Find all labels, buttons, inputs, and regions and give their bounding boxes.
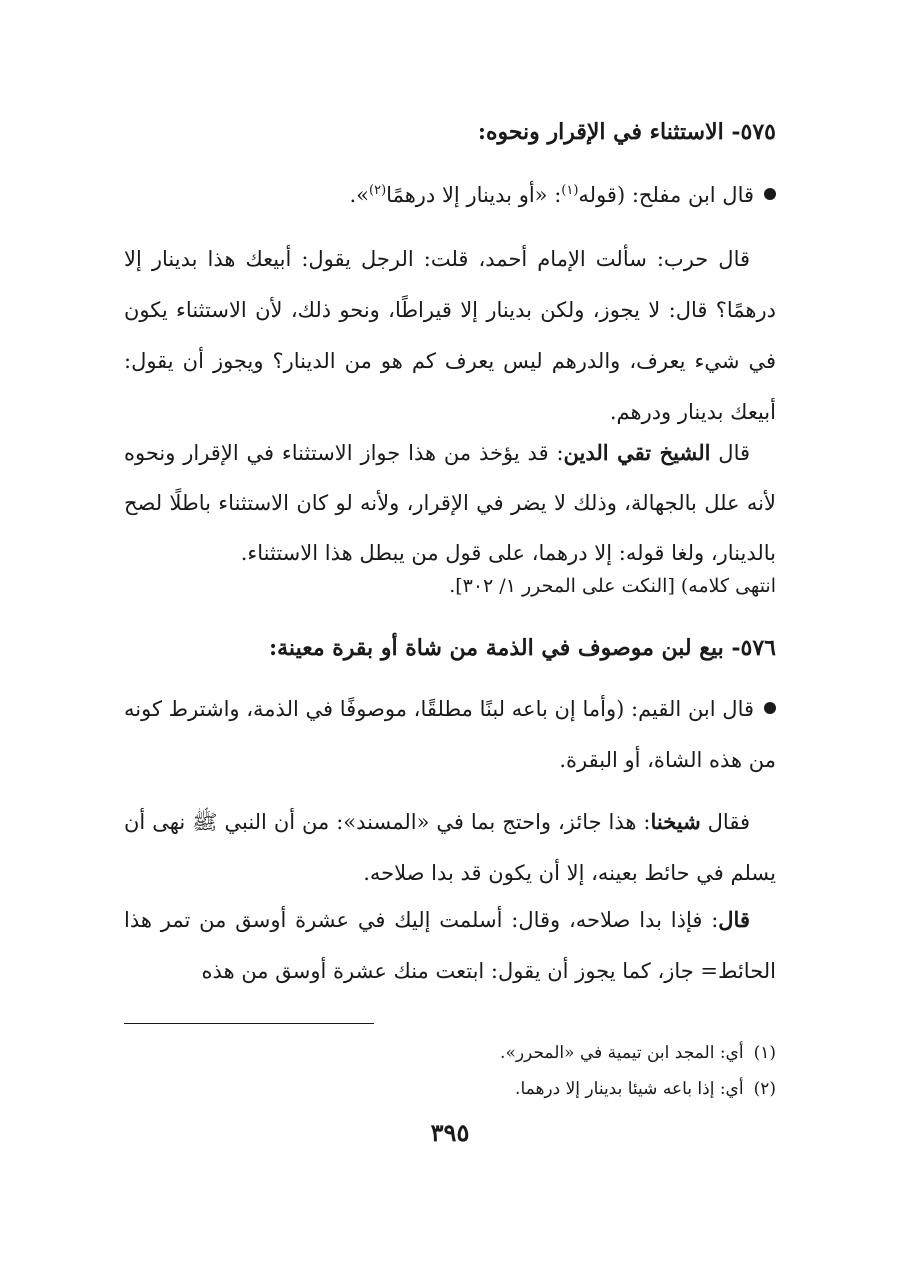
footnote-number: (٢) [753, 1079, 776, 1099]
p1-lead: فقال [700, 810, 750, 834]
bullet-icon [764, 702, 776, 714]
section-575-quote [124, 170, 776, 221]
p1-rest: : هذا جائز، واحتج بما في «المسند»: من أن النبي ﷺ نهى أن يسلم في حائط بعينه، إلا أن يكون قد بدا صلاحه. [124, 810, 776, 885]
page-number: ٣٩٥ [430, 1118, 470, 1147]
footnote-ref-1[interactable]: (١) [561, 183, 579, 198]
quote-text-mid: : «أو بدينار إلا درهمًا [386, 183, 562, 207]
section-575-source: انتهى كلامه) [النكت على المحرر ١/ ٣٠٢]. [449, 575, 776, 597]
section-576-paragraph-1 [124, 796, 776, 899]
footnote-ref-2[interactable]: (٢) [369, 183, 387, 198]
quote-text: قال ابن مفلح: (قوله [578, 183, 754, 207]
section-576-quote [124, 684, 776, 786]
footnote-number: (١) [753, 1043, 776, 1063]
section-575-heading: ٥٧٥- الاستثناء في الإقرار ونحوه: [477, 119, 776, 145]
p2-rest: : فإذا بدا صلاحه، وقال: أسلمت إليك في عشرة أوسق من تمر هذا الحائط= جاز، كما يجوز أن يقول: ابتعت منك عشرة أوسق من هذه [124, 908, 776, 983]
section-576-heading: ٥٧٦- بيع لبن موصوف في الذمة من شاة أو بقرة معينة: [269, 635, 776, 661]
footnote-1 [124, 1036, 776, 1070]
section-575-paragraph-1: قال حرب: سألت الإمام أحمد، قلت: الرجل يقول: أبيعك هذا بدينار إلا درهمًا؟ قال: لا يجوز، ولكن بدينار إلا قيراطًا، ونحو ذلك، لأن الاستثناء يكون في شيء يعرف، والدرهم ليس يعرف كم هو من الدينار؟ ويجوز أن يقول: أبيعك بدينار ودرهم. [124, 247, 776, 424]
footnote-divider [124, 1023, 374, 1024]
footnote-2 [124, 1072, 776, 1106]
p2-lead: قال [710, 441, 751, 465]
footnote-text: أي: إذا باعه شيئا بدينار إلا درهما. [515, 1079, 744, 1099]
p2-bold-name: الشيخ تقي الدين [563, 440, 711, 465]
p1-bold-name: شيخنا [650, 809, 701, 834]
p2-rest: : قد يؤخذ من هذا جواز الاستثناء في الإقرار ونحوه لأنه علل بالجهالة، وذلك لا يضر في الإقرار، ولأنه لو كان الاستثناء باطلًا لصح بالدينار، ولغا قوله: إلا درهما، على قول من يبطل هذا الاستثناء. [124, 441, 776, 565]
section-575-paragraph-2 [124, 428, 776, 578]
section-576-paragraph-2 [124, 894, 776, 997]
footnote-text: أي: المجد ابن تيمية في «المحرر». [500, 1043, 744, 1063]
p2-bold-qal: قال [718, 907, 750, 932]
quote-text: قال ابن القيم: (وأما إن باعه لبنًا مطلقًا، موصوفًا في الذمة، واشترط كونه من هذه الشاة، أو البقرة. [124, 697, 776, 772]
quote-text-end: ». [349, 183, 370, 207]
bullet-icon [764, 188, 776, 200]
